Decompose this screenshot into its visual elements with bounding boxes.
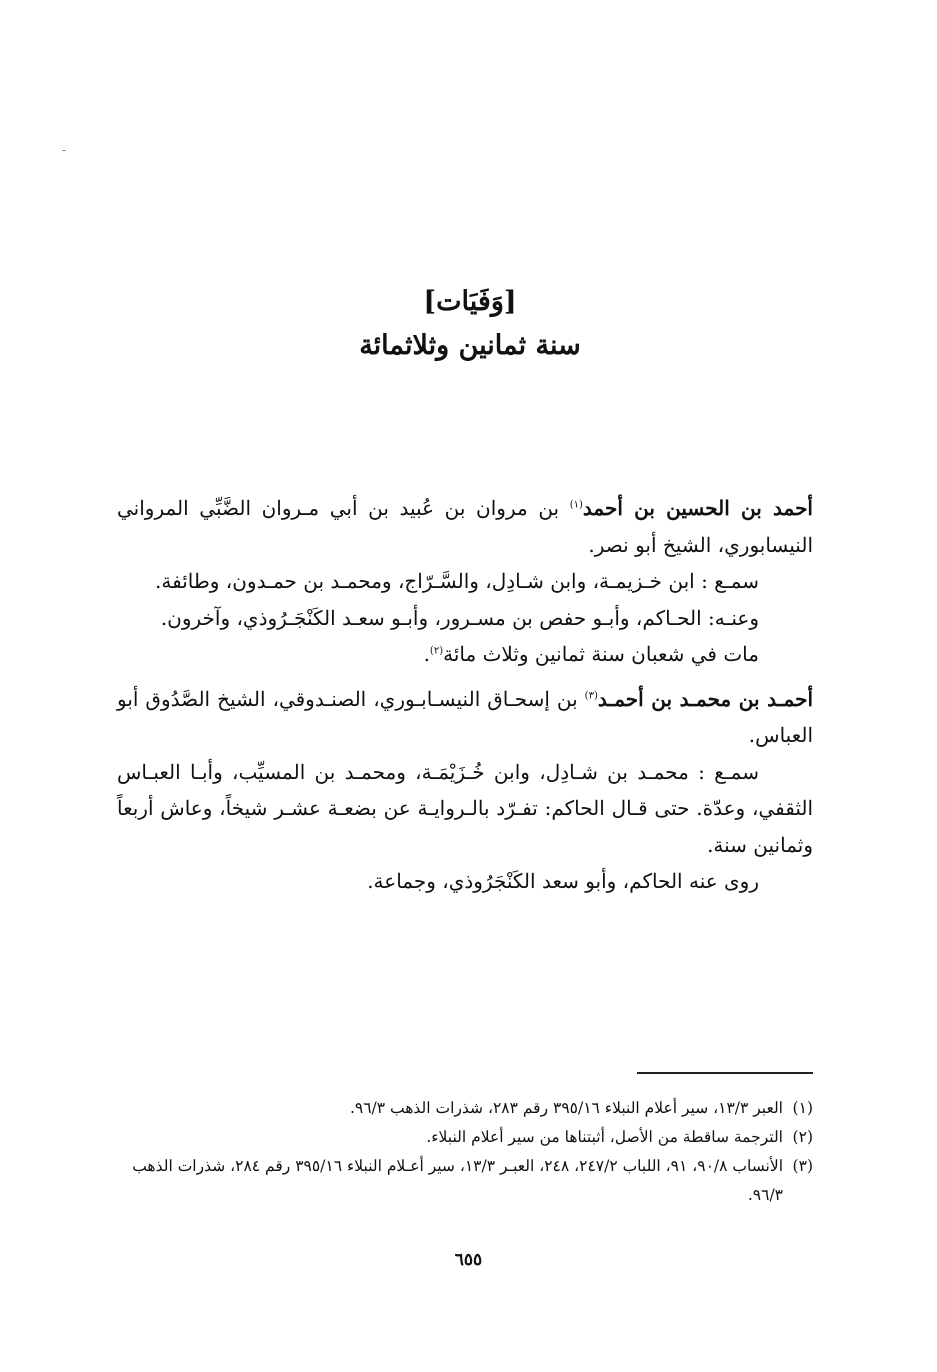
death-end: . bbox=[423, 642, 430, 666]
footnote-number: (٣) bbox=[792, 1157, 813, 1175]
footnotes bbox=[117, 1094, 813, 1210]
scan-speck bbox=[62, 150, 66, 151]
paragraph: روى عنه الحاكم، وأبو سعد الكَنْجَرُوذي، وجماعة. bbox=[367, 869, 759, 893]
footnote-reference: (١) bbox=[569, 499, 583, 511]
footnote-text: العبر ١٣/٣، سير أعلام النبلاء ٣٩٥/١٦ رقم ٢٨٣، شذرات الذهب ٩٦/٣. bbox=[349, 1099, 783, 1117]
biography-entry bbox=[117, 681, 813, 754]
death-text: مات في شعبان سنة ثمانين وثلاث مائة bbox=[443, 642, 759, 666]
footnote bbox=[117, 1123, 813, 1152]
footnote-number: (١) bbox=[792, 1099, 813, 1117]
section-title: [وَفَيَات] bbox=[423, 286, 517, 317]
main-text bbox=[117, 490, 813, 900]
person-name: أحمـد بن محمـد بن أحمـد bbox=[597, 686, 813, 711]
paragraph: سمـع : محمـد بن شـادِل، وابن خُـزَيْمَـة، ومحمـد بن المسيِّب، وأبـا العبـاس الثقفي، وعدّة. حتى قـال الحاكم: تفـرّد بالـروايـة عن بضعـة عشـر شيخاً، وعاش أربعاً وثمانين سنة. bbox=[117, 759, 813, 857]
footnote-text: الترجمة ساقطة من الأصل، أثبتناها من سير أعلام النبلاء. bbox=[426, 1128, 783, 1146]
year-title: سنة ثمانين وثلاثمائة bbox=[359, 330, 581, 361]
paragraph: سمـع : ابن خـزيمـة، وابن شـادِل، والسَّـرّاج، ومحمـد بن حمـدون، وطائفة. bbox=[155, 569, 759, 593]
page-number: ٦٥٥ bbox=[454, 1250, 483, 1270]
footnote bbox=[117, 1094, 813, 1123]
footnote-divider bbox=[637, 1072, 813, 1074]
footnote bbox=[117, 1152, 813, 1210]
paragraph: وعنـه: الحـاكم، وأبـو حفص بن مسـرور، وأبـو سعـد الكَنْجَـرُوذي، وآخرون. bbox=[160, 605, 759, 630]
footnote-reference: (٣) bbox=[584, 689, 598, 701]
biography-entry bbox=[117, 490, 813, 563]
footnote-reference: (٢) bbox=[429, 645, 444, 657]
person-name: أحمد بن الحسين بن أحمد bbox=[582, 496, 813, 520]
death-paragraph bbox=[117, 636, 813, 673]
footnote-number: (٢) bbox=[792, 1128, 813, 1146]
section-heading bbox=[120, 280, 820, 368]
footnote-text: الأنساب ٩٠/٨، ٩١، اللباب ٢٤٧/٢، ٢٤٨، العبـر ١٣/٣، سير أعـلام النبلاء ٣٩٥/١٦ رقم ٢٨٤، شذرات الذهب ٩٦/٣. bbox=[132, 1157, 783, 1204]
lineage-text: بن إسحـاق النيسـابـوري، الصنـدوقي، الشيخ الصَّدُوق أبو العباس. bbox=[117, 686, 813, 747]
lineage-text: بن مروان بن عُبيد بن أبي مـروان الضَّبِّي المرواني النيسابوري، الشيخ أبو نصر. bbox=[117, 496, 813, 557]
